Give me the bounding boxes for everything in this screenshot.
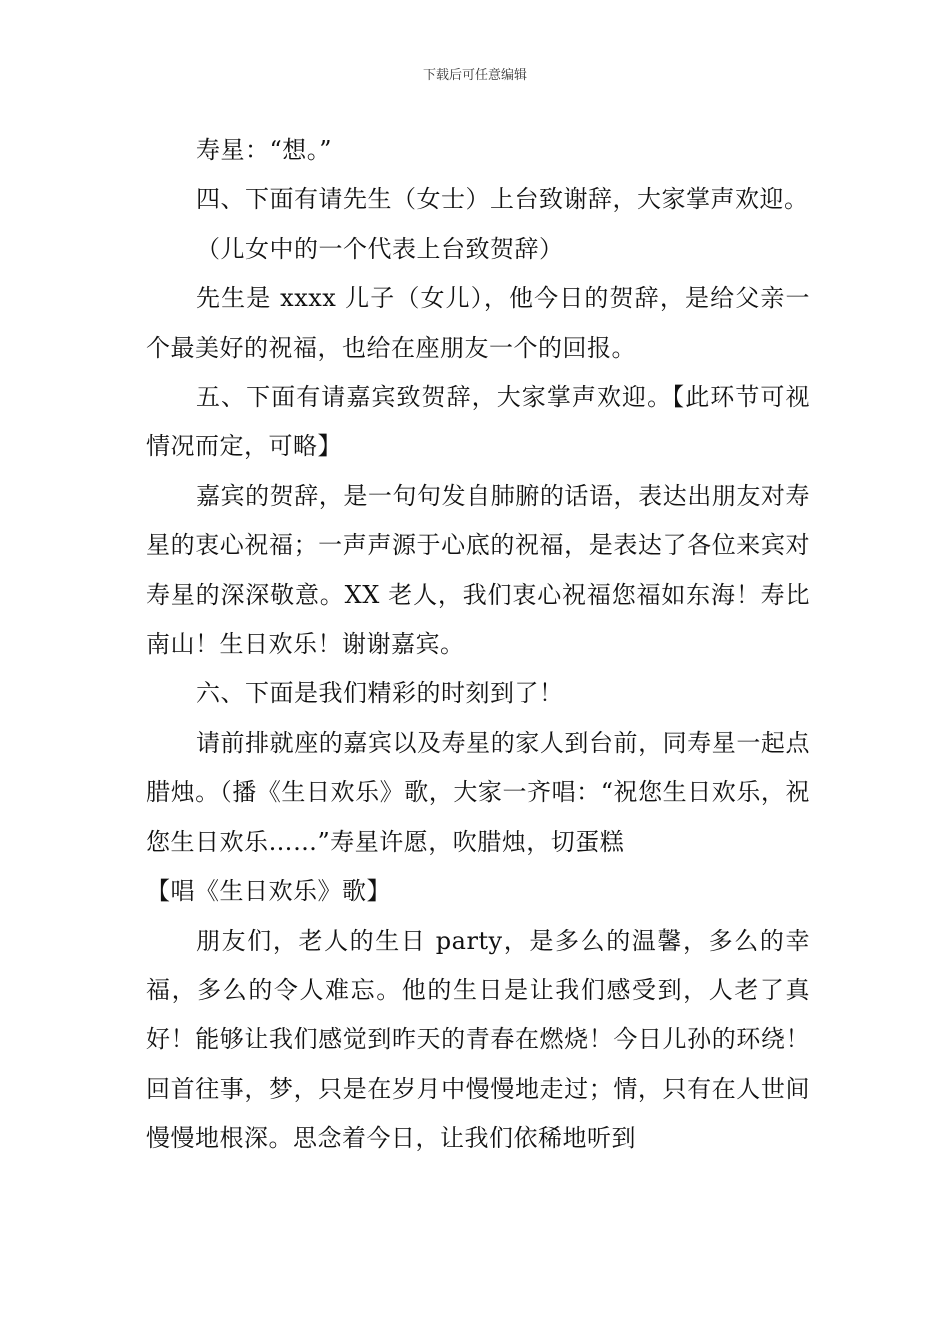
paragraph-closing: 朋友们，老人的生日 party，是多么的温馨，多么的幸福，多么的令人难忘。他的生日是让我们感受到，人老了真好！能够让我们感觉到昨天的青春在燃烧！今日儿孙的环绕！回首往事，梦，只是在岁月中慢慢地走过；情，只有在人世间慢慢地根深。思念着今日，让我们依稀地听到 — [146, 926, 810, 1153]
page-header: 下载后可任意编辑 — [422, 68, 527, 83]
paragraph-child-speech: 先生是 xxxx 儿子（女儿），他今日的贺辞，是给父亲一个最美好的祝福，也给在座朋友一个的回报。 — [146, 284, 810, 362]
paragraph-section-six: 六、下面是我们精彩的时刻到了！ — [196, 679, 564, 708]
paragraph-guest-speech: 嘉宾的贺辞，是一句句发自肺腑的话语，表达出朋友对寿星的衷心祝福；一声声源于心底的祝福，是表达了各位来宾对寿星的深深敬意。XX 老人，我们衷心祝福您福如东海！寿比南山！生日欢乐！谢谢嘉宾。 — [146, 481, 810, 659]
document-body — [146, 126, 810, 1164]
paragraph-stage-note: （儿女中的一个代表上台致贺辞） — [196, 234, 564, 263]
paragraph-section-four: 四、下面有请先生（女士）上台致谢辞，大家掌声欢迎。 — [196, 185, 809, 214]
paragraph-candle-lighting: 请前排就座的嘉宾以及寿星的家人到台前，同寿星一起点腊烛。（播《生日欢乐》歌，大家一齐唱：“祝您生日欢乐，祝您生日欢乐……”寿星许愿，吹腊烛，切蛋糕 — [146, 728, 810, 856]
paragraph-song-note: 【唱《生日欢乐》歌】 — [146, 877, 391, 906]
paragraph-reply: 寿星：“想。” — [196, 136, 333, 164]
paragraph-section-five: 五、下面有请嘉宾致贺辞，大家掌声欢迎。【此环节可视情况而定，可略】 — [146, 383, 810, 461]
